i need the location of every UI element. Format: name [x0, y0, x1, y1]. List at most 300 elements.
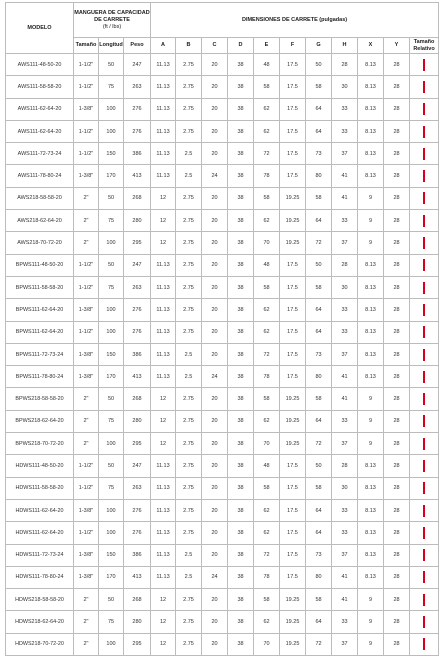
table-body [6, 54, 439, 656]
value-cell: 12 [151, 410, 176, 432]
value-cell: 28 [384, 210, 410, 232]
value-cell: 1-3/8" [74, 165, 99, 187]
value-cell: 17.5 [280, 477, 306, 499]
value-cell: 28 [384, 589, 410, 611]
value-cell: 20 [202, 98, 228, 120]
header-length: Longitud [99, 38, 124, 54]
model-cell: HDWS111-62-64-20 [6, 522, 74, 544]
value-cell: 50 [99, 187, 124, 209]
value-cell: 19.25 [280, 433, 306, 455]
value-cell: 150 [99, 143, 124, 165]
value-cell: 58 [254, 589, 280, 611]
value-cell: 2.5 [176, 143, 202, 165]
value-cell: 38 [228, 165, 254, 187]
value-cell: 20 [202, 499, 228, 521]
value-cell: 100 [99, 633, 124, 655]
value-cell: 2.75 [176, 477, 202, 499]
table-row [6, 522, 439, 544]
value-cell: 8.13 [358, 254, 384, 276]
value-cell: 100 [99, 499, 124, 521]
relative-size-cell [410, 232, 439, 254]
value-cell: 2.75 [176, 611, 202, 633]
value-cell: 11.13 [151, 499, 176, 521]
value-cell: 28 [384, 410, 410, 432]
value-cell: 38 [228, 455, 254, 477]
value-cell: 80 [306, 165, 332, 187]
table-row [6, 254, 439, 276]
value-cell: 19.25 [280, 232, 306, 254]
value-cell: 17.5 [280, 143, 306, 165]
value-cell: 1-3/8" [74, 366, 99, 388]
relative-size-cell [410, 477, 439, 499]
value-cell: 1-3/8" [74, 566, 99, 588]
value-cell: 38 [228, 566, 254, 588]
value-cell: 62 [254, 522, 280, 544]
value-cell: 413 [124, 366, 151, 388]
value-cell: 28 [384, 343, 410, 365]
value-cell: 17.5 [280, 343, 306, 365]
value-cell: 62 [254, 299, 280, 321]
value-cell: 20 [202, 589, 228, 611]
header-a: A [151, 38, 176, 54]
value-cell: 28 [384, 544, 410, 566]
value-cell: 72 [254, 343, 280, 365]
value-cell: 72 [254, 544, 280, 566]
value-cell: 38 [228, 343, 254, 365]
value-cell: 64 [306, 611, 332, 633]
model-cell: HDWS111-72-73-24 [6, 544, 74, 566]
header-b: B [176, 38, 202, 54]
model-cell: AWS111-62-64-20 [6, 98, 74, 120]
value-cell: 58 [254, 477, 280, 499]
model-cell: HDWS111-62-64-20 [6, 499, 74, 521]
value-cell: 150 [99, 544, 124, 566]
value-cell: 38 [228, 366, 254, 388]
value-cell: 28 [384, 477, 410, 499]
value-cell: 37 [332, 232, 358, 254]
value-cell: 41 [332, 589, 358, 611]
value-cell: 8.13 [358, 343, 384, 365]
value-cell: 1-1/2" [74, 321, 99, 343]
value-cell: 2.75 [176, 522, 202, 544]
value-cell: 28 [384, 98, 410, 120]
value-cell: 64 [306, 210, 332, 232]
value-cell: 8.13 [358, 276, 384, 298]
header-model: MODELO [6, 3, 74, 54]
relative-size-cell [410, 410, 439, 432]
model-cell: BPWS218-62-64-20 [6, 410, 74, 432]
value-cell: 9 [358, 388, 384, 410]
table-row [6, 589, 439, 611]
value-cell: 11.13 [151, 544, 176, 566]
relative-size-cell [410, 54, 439, 76]
value-cell: 50 [99, 455, 124, 477]
value-cell: 2.75 [176, 410, 202, 432]
value-cell: 11.13 [151, 477, 176, 499]
value-cell: 33 [332, 120, 358, 142]
value-cell: 38 [228, 433, 254, 455]
value-cell: 28 [384, 120, 410, 142]
value-cell: 28 [332, 254, 358, 276]
value-cell: 1-3/8" [74, 299, 99, 321]
value-cell: 73 [306, 544, 332, 566]
value-cell: 12 [151, 433, 176, 455]
value-cell: 2.5 [176, 366, 202, 388]
value-cell: 20 [202, 321, 228, 343]
value-cell: 100 [99, 120, 124, 142]
relative-size-cell [410, 455, 439, 477]
relative-size-bar-icon [423, 415, 426, 427]
value-cell: 33 [332, 522, 358, 544]
model-cell: HDWS111-48-50-20 [6, 455, 74, 477]
relative-size-bar-icon [423, 192, 426, 204]
value-cell: 38 [228, 388, 254, 410]
value-cell: 20 [202, 343, 228, 365]
table-row [6, 343, 439, 365]
value-cell: 100 [99, 98, 124, 120]
value-cell: 2.75 [176, 299, 202, 321]
value-cell: 2.5 [176, 566, 202, 588]
value-cell: 33 [332, 611, 358, 633]
relative-size-bar-icon [423, 215, 426, 227]
value-cell: 64 [306, 321, 332, 343]
value-cell: 37 [332, 633, 358, 655]
table-row [6, 76, 439, 98]
value-cell: 28 [384, 232, 410, 254]
value-cell: 9 [358, 232, 384, 254]
table-row [6, 566, 439, 588]
value-cell: 17.5 [280, 455, 306, 477]
header-dimensions: DIMENSIONES DE CARRETE (pulgadas) [151, 3, 439, 38]
value-cell: 19.25 [280, 589, 306, 611]
value-cell: 20 [202, 388, 228, 410]
model-cell: AWS111-58-58-20 [6, 76, 74, 98]
value-cell: 11.13 [151, 76, 176, 98]
model-cell: HDWS111-58-58-20 [6, 477, 74, 499]
value-cell: 8.13 [358, 522, 384, 544]
value-cell: 2.75 [176, 589, 202, 611]
model-cell: HDWS111-78-80-24 [6, 566, 74, 588]
value-cell: 295 [124, 433, 151, 455]
table-row [6, 388, 439, 410]
value-cell: 276 [124, 120, 151, 142]
value-cell: 20 [202, 633, 228, 655]
value-cell: 80 [306, 566, 332, 588]
value-cell: 28 [384, 433, 410, 455]
value-cell: 78 [254, 366, 280, 388]
value-cell: 50 [306, 54, 332, 76]
value-cell: 28 [384, 187, 410, 209]
value-cell: 8.13 [358, 477, 384, 499]
value-cell: 11.13 [151, 254, 176, 276]
relative-size-cell [410, 544, 439, 566]
value-cell: 1-1/2" [74, 276, 99, 298]
spec-table-container [5, 2, 439, 656]
relative-size-cell [410, 143, 439, 165]
value-cell: 20 [202, 232, 228, 254]
value-cell: 9 [358, 633, 384, 655]
value-cell: 268 [124, 187, 151, 209]
value-cell: 9 [358, 433, 384, 455]
model-cell: AWS111-78-80-24 [6, 165, 74, 187]
model-cell: HDWS218-70-72-20 [6, 633, 74, 655]
value-cell: 12 [151, 611, 176, 633]
value-cell: 75 [99, 410, 124, 432]
value-cell: 20 [202, 410, 228, 432]
value-cell: 11.13 [151, 165, 176, 187]
value-cell: 30 [332, 477, 358, 499]
relative-size-bar-icon [423, 482, 426, 494]
value-cell: 20 [202, 455, 228, 477]
value-cell: 70 [254, 433, 280, 455]
header-relative-size: Tamaño Relativo [410, 38, 439, 54]
value-cell: 28 [384, 455, 410, 477]
value-cell: 33 [332, 499, 358, 521]
value-cell: 28 [384, 143, 410, 165]
value-cell: 2.75 [176, 433, 202, 455]
value-cell: 28 [384, 299, 410, 321]
value-cell: 1-1/2" [74, 54, 99, 76]
table-row [6, 321, 439, 343]
value-cell: 247 [124, 254, 151, 276]
value-cell: 2.75 [176, 633, 202, 655]
value-cell: 70 [254, 633, 280, 655]
value-cell: 2.75 [176, 187, 202, 209]
table-row [6, 611, 439, 633]
value-cell: 8.13 [358, 499, 384, 521]
relative-size-bar-icon [423, 170, 426, 182]
relative-size-cell [410, 343, 439, 365]
value-cell: 2" [74, 589, 99, 611]
relative-size-bar-icon [423, 594, 426, 606]
value-cell: 78 [254, 566, 280, 588]
value-cell: 9 [358, 210, 384, 232]
value-cell: 38 [228, 544, 254, 566]
relative-size-bar-icon [423, 527, 426, 539]
value-cell: 50 [99, 54, 124, 76]
value-cell: 280 [124, 611, 151, 633]
relative-size-bar-icon [423, 259, 426, 271]
value-cell: 28 [384, 54, 410, 76]
value-cell: 73 [306, 343, 332, 365]
relative-size-bar-icon [423, 304, 426, 316]
value-cell: 78 [254, 165, 280, 187]
value-cell: 33 [332, 410, 358, 432]
value-cell: 70 [254, 232, 280, 254]
value-cell: 38 [228, 321, 254, 343]
value-cell: 17.5 [280, 254, 306, 276]
value-cell: 247 [124, 54, 151, 76]
value-cell: 30 [332, 276, 358, 298]
value-cell: 8.13 [358, 366, 384, 388]
value-cell: 38 [228, 76, 254, 98]
header-f: F [280, 38, 306, 54]
value-cell: 2" [74, 410, 99, 432]
value-cell: 17.5 [280, 98, 306, 120]
model-cell: BPWS218-70-72-20 [6, 433, 74, 455]
header-row-group [6, 3, 439, 38]
value-cell: 2" [74, 433, 99, 455]
relative-size-cell [410, 366, 439, 388]
value-cell: 247 [124, 455, 151, 477]
value-cell: 20 [202, 544, 228, 566]
value-cell: 28 [384, 566, 410, 588]
value-cell: 2" [74, 187, 99, 209]
relative-size-cell [410, 120, 439, 142]
value-cell: 37 [332, 544, 358, 566]
value-cell: 62 [254, 321, 280, 343]
model-cell: BPWS111-62-64-20 [6, 321, 74, 343]
table-row [6, 165, 439, 187]
value-cell: 38 [228, 522, 254, 544]
relative-size-bar-icon [423, 371, 426, 383]
value-cell: 72 [306, 433, 332, 455]
value-cell: 20 [202, 299, 228, 321]
value-cell: 263 [124, 276, 151, 298]
value-cell: 12 [151, 187, 176, 209]
value-cell: 38 [228, 410, 254, 432]
value-cell: 386 [124, 143, 151, 165]
value-cell: 17.5 [280, 321, 306, 343]
value-cell: 20 [202, 477, 228, 499]
relative-size-cell [410, 611, 439, 633]
value-cell: 33 [332, 321, 358, 343]
model-cell: HDWS218-62-64-20 [6, 611, 74, 633]
value-cell: 8.13 [358, 299, 384, 321]
value-cell: 17.5 [280, 299, 306, 321]
model-cell: AWS218-58-58-20 [6, 187, 74, 209]
value-cell: 38 [228, 254, 254, 276]
table-row [6, 544, 439, 566]
value-cell: 48 [254, 54, 280, 76]
table-row [6, 455, 439, 477]
value-cell: 2.75 [176, 455, 202, 477]
value-cell: 62 [254, 120, 280, 142]
value-cell: 413 [124, 566, 151, 588]
value-cell: 386 [124, 343, 151, 365]
model-cell: BPWS111-72-73-24 [6, 343, 74, 365]
value-cell: 2.5 [176, 544, 202, 566]
value-cell: 1-3/8" [74, 499, 99, 521]
value-cell: 28 [384, 499, 410, 521]
value-cell: 1-1/2" [74, 522, 99, 544]
table-row [6, 410, 439, 432]
table-row [6, 120, 439, 142]
value-cell: 1-3/8" [74, 98, 99, 120]
value-cell: 28 [384, 76, 410, 98]
table-row [6, 299, 439, 321]
relative-size-bar-icon [423, 571, 426, 583]
value-cell: 37 [332, 143, 358, 165]
relative-size-bar-icon [423, 460, 426, 472]
value-cell: 12 [151, 589, 176, 611]
value-cell: 1-1/2" [74, 120, 99, 142]
value-cell: 1-1/2" [74, 143, 99, 165]
relative-size-cell [410, 76, 439, 98]
value-cell: 295 [124, 232, 151, 254]
value-cell: 38 [228, 477, 254, 499]
value-cell: 48 [254, 254, 280, 276]
value-cell: 295 [124, 633, 151, 655]
value-cell: 75 [99, 76, 124, 98]
value-cell: 58 [306, 276, 332, 298]
value-cell: 64 [306, 522, 332, 544]
value-cell: 2.75 [176, 232, 202, 254]
value-cell: 20 [202, 254, 228, 276]
value-cell: 64 [306, 120, 332, 142]
value-cell: 24 [202, 566, 228, 588]
relative-size-bar-icon [423, 282, 426, 294]
header-e: E [254, 38, 280, 54]
relative-size-cell [410, 566, 439, 588]
value-cell: 276 [124, 98, 151, 120]
model-cell: AWS218-62-64-20 [6, 210, 74, 232]
value-cell: 11.13 [151, 120, 176, 142]
value-cell: 17.5 [280, 522, 306, 544]
value-cell: 20 [202, 433, 228, 455]
value-cell: 20 [202, 120, 228, 142]
table-row [6, 210, 439, 232]
value-cell: 8.13 [358, 544, 384, 566]
value-cell: 41 [332, 366, 358, 388]
value-cell: 1-3/8" [74, 544, 99, 566]
value-cell: 8.13 [358, 54, 384, 76]
value-cell: 20 [202, 143, 228, 165]
value-cell: 8.13 [358, 566, 384, 588]
relative-size-cell [410, 187, 439, 209]
value-cell: 280 [124, 210, 151, 232]
relative-size-bar-icon [423, 393, 426, 405]
value-cell: 11.13 [151, 343, 176, 365]
relative-size-bar-icon [423, 237, 426, 249]
table-row [6, 499, 439, 521]
value-cell: 28 [384, 611, 410, 633]
value-cell: 9 [358, 187, 384, 209]
value-cell: 8.13 [358, 455, 384, 477]
value-cell: 263 [124, 477, 151, 499]
value-cell: 38 [228, 499, 254, 521]
value-cell: 38 [228, 120, 254, 142]
value-cell: 38 [228, 276, 254, 298]
value-cell: 41 [332, 388, 358, 410]
value-cell: 2.75 [176, 254, 202, 276]
value-cell: 64 [306, 410, 332, 432]
value-cell: 38 [228, 54, 254, 76]
value-cell: 38 [228, 589, 254, 611]
value-cell: 24 [202, 165, 228, 187]
value-cell: 8.13 [358, 165, 384, 187]
relative-size-bar-icon [423, 349, 426, 361]
value-cell: 38 [228, 232, 254, 254]
value-cell: 20 [202, 276, 228, 298]
value-cell: 17.5 [280, 76, 306, 98]
value-cell: 170 [99, 366, 124, 388]
value-cell: 2" [74, 611, 99, 633]
value-cell: 50 [99, 388, 124, 410]
value-cell: 100 [99, 522, 124, 544]
relative-size-cell [410, 299, 439, 321]
value-cell: 72 [254, 143, 280, 165]
model-cell: BPWS111-48-50-20 [6, 254, 74, 276]
value-cell: 2" [74, 210, 99, 232]
value-cell: 268 [124, 589, 151, 611]
value-cell: 9 [358, 589, 384, 611]
value-cell: 58 [306, 589, 332, 611]
value-cell: 2.75 [176, 76, 202, 98]
value-cell: 20 [202, 76, 228, 98]
value-cell: 58 [306, 388, 332, 410]
model-cell: AWS111-62-64-20 [6, 120, 74, 142]
